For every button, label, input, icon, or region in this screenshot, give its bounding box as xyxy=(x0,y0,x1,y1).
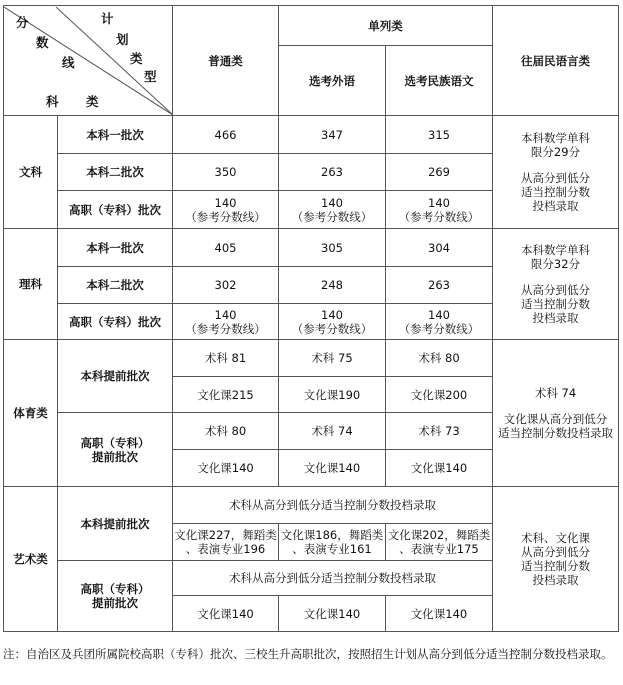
score-cell: 263 xyxy=(386,267,493,304)
score-table xyxy=(3,5,619,632)
span-note: 术科从高分到低分适当控制分数投档录取 xyxy=(173,561,493,596)
batch-label: 高职（专科） 提前批次 xyxy=(58,413,173,487)
score-cell: 术科 80 xyxy=(386,340,493,377)
note-cell-yishu xyxy=(493,487,619,632)
score-cell: 248 xyxy=(279,267,386,304)
header-minzu: 选考民族语文 xyxy=(386,46,493,116)
score-cell: 文化课140 xyxy=(173,450,279,487)
score-cell: 347 xyxy=(279,116,386,154)
corner-char: 型 xyxy=(144,68,157,84)
score-cell: 术科 80 xyxy=(173,413,279,450)
header-putong: 普通类 xyxy=(173,6,279,116)
score-cell: 140 （参考分数线） xyxy=(386,191,493,229)
score-cell: 文化课215 xyxy=(173,377,279,413)
corner-char: 划 xyxy=(116,31,129,47)
note-line: 术科、文化课 xyxy=(521,531,590,545)
note-line: 适当控制分数 xyxy=(521,185,590,199)
batch-label: 本科一批次 xyxy=(58,116,173,154)
score-cell: 文化课140 xyxy=(386,596,493,632)
batch-label: 本科提前批次 xyxy=(58,340,173,413)
category-yishu: 艺术类 xyxy=(4,487,58,632)
score-cell: 263 xyxy=(279,154,386,191)
note-line: 限分29分 xyxy=(530,145,581,159)
corner-char: 科 xyxy=(46,93,59,109)
score-cell: 405 xyxy=(173,229,279,267)
note-line: 限分32分 xyxy=(530,257,581,271)
score-cell: 140 （参考分数线） xyxy=(173,191,279,229)
batch-label: 本科一批次 xyxy=(58,229,173,267)
note-line: 从高分到低分 xyxy=(521,171,590,185)
score-cell: 术科 73 xyxy=(386,413,493,450)
score-cell: 305 xyxy=(279,229,386,267)
score-cell: 315 xyxy=(386,116,493,154)
header-wangjie: 往届民语言类 xyxy=(493,6,619,116)
header-danlie: 单列类 xyxy=(279,6,493,46)
note-line: 投档录取 xyxy=(532,311,579,325)
score-cell: 140 （参考分数线） xyxy=(279,304,386,340)
score-cell: 文化课200 xyxy=(386,377,493,413)
corner-char: 类 xyxy=(86,93,99,109)
batch-label: 本科提前批次 xyxy=(58,487,173,561)
score-cell: 140 （参考分数线） xyxy=(279,191,386,229)
footnote: 注：自治区及兵团所属院校高职（专科）批次、三校生升高职批次，按照招生计划从高分到低分适当控制分数投档录取。 xyxy=(3,647,613,661)
score-cell: 文化课186，舞蹈类 、表演专业161 xyxy=(279,524,386,561)
note-line: 投档录取 xyxy=(532,573,579,587)
note-cell-tiyu xyxy=(493,340,619,487)
batch-label: 本科二批次 xyxy=(58,154,173,191)
note-line: 本科数学单科 xyxy=(521,243,590,257)
batch-label: 本科二批次 xyxy=(58,267,173,304)
score-cell: 文化课190 xyxy=(279,377,386,413)
note-line: 适当控制分数 xyxy=(521,559,590,573)
score-cell: 302 xyxy=(173,267,279,304)
note-line: 从高分到低分 xyxy=(521,545,590,559)
score-cell: 304 xyxy=(386,229,493,267)
corner-char: 类 xyxy=(130,50,143,66)
score-cell: 术科 74 xyxy=(279,413,386,450)
score-cell: 术科 75 xyxy=(279,340,386,377)
score-cell: 术科 81 xyxy=(173,340,279,377)
batch-label: 高职（专科） 提前批次 xyxy=(58,561,173,632)
corner-char: 数 xyxy=(36,34,49,50)
score-cell: 文化课140 xyxy=(279,450,386,487)
note-line: 从高分到低分 xyxy=(521,283,590,297)
corner-char: 线 xyxy=(62,54,75,70)
note-line: 投档录取 xyxy=(532,199,579,213)
note-cell-wenke xyxy=(493,116,619,229)
corner-char: 分 xyxy=(16,14,29,30)
note-line: 适当控制分数投档录取 xyxy=(498,426,613,440)
batch-label: 高职（专科）批次 xyxy=(58,191,173,229)
note-line: 文化课从高分到低分 xyxy=(503,412,608,426)
score-cell: 文化课202，舞蹈类 、表演专业175 xyxy=(386,524,493,561)
score-cell: 350 xyxy=(173,154,279,191)
note-cell-like xyxy=(493,229,619,340)
score-cell: 文化课227，舞蹈类 、表演专业196 xyxy=(173,524,279,561)
category-like: 理科 xyxy=(4,229,58,340)
score-cell: 140 （参考分数线） xyxy=(386,304,493,340)
note-line: 本科数学单科 xyxy=(521,131,590,145)
span-note: 术科从高分到低分适当控制分数投档录取 xyxy=(173,487,493,524)
corner-char: 计 xyxy=(101,10,114,26)
score-cell: 文化课140 xyxy=(386,450,493,487)
batch-label: 高职（专科）批次 xyxy=(58,304,173,340)
score-cell: 文化课140 xyxy=(173,596,279,632)
category-tiyu: 体育类 xyxy=(4,340,58,487)
corner-header-cell xyxy=(4,6,173,116)
score-cell: 文化课140 xyxy=(279,596,386,632)
note-line: 术科 74 xyxy=(534,386,577,400)
score-cell: 140 （参考分数线） xyxy=(173,304,279,340)
note-line: 适当控制分数 xyxy=(521,297,590,311)
category-wenke: 文科 xyxy=(4,116,58,229)
header-waiyu: 选考外语 xyxy=(279,46,386,116)
score-cell: 269 xyxy=(386,154,493,191)
score-cell: 466 xyxy=(173,116,279,154)
